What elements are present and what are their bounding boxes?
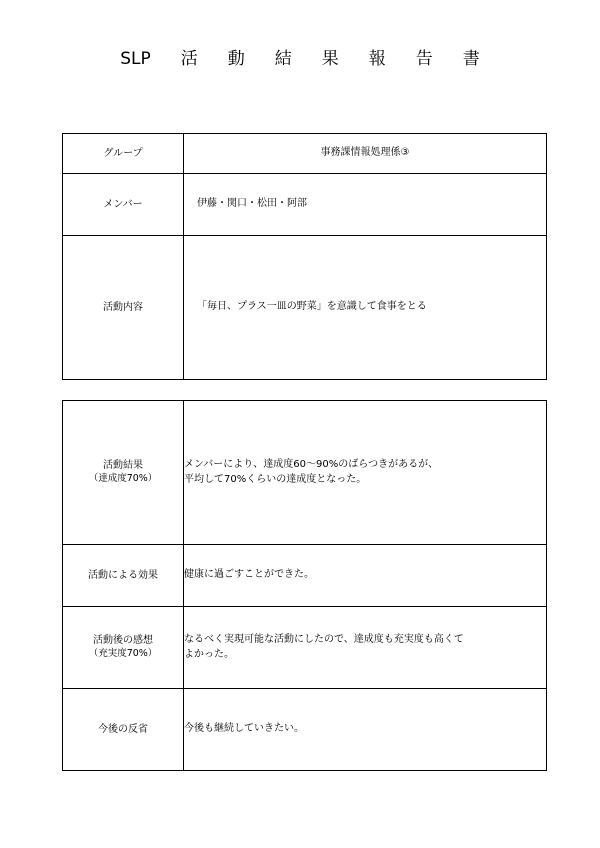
table-row — [63, 689, 547, 771]
title-char: 告 — [415, 49, 433, 69]
result-value-line2: 平均して70%くらいの達成度となった。 — [184, 473, 367, 485]
group-info-table — [62, 133, 547, 380]
title-char: 書 — [462, 49, 480, 69]
table-row — [63, 174, 547, 236]
reflection-value: 今後も継続していきたい。 — [184, 689, 547, 771]
reflection-label: 今後の反省 — [63, 689, 184, 771]
group-label: グループ — [63, 134, 184, 174]
title-char: 活 — [180, 49, 198, 69]
title-char: 果 — [321, 49, 339, 69]
result-value-line1: メンバーにより、達成度60～90%のばらつきがあるが、 — [184, 459, 439, 470]
result-label-line1: 活動結果 — [103, 460, 143, 472]
result-label-line2: （達成度70%） — [88, 472, 158, 484]
members-value: 伊藤・関口・松田・阿部 — [184, 174, 547, 236]
impression-label-line1: 活動後の感想 — [93, 635, 153, 647]
table-row — [63, 134, 547, 174]
page-title — [0, 44, 600, 69]
members-label: メンバー — [63, 174, 184, 236]
title-char: 動 — [227, 49, 245, 69]
impression-value — [184, 607, 547, 689]
title-char: 報 — [368, 49, 386, 69]
title-char: 結 — [274, 49, 292, 69]
table-row — [63, 545, 547, 607]
table-row — [63, 401, 547, 545]
impression-label-line2: （充実度70%） — [88, 647, 158, 659]
result-value — [184, 401, 547, 545]
effect-label: 活動による効果 — [63, 545, 184, 607]
group-value: 事務課情報処理係③ — [184, 134, 547, 174]
impression-value-line2: よかった。 — [184, 648, 234, 660]
table-row — [63, 236, 547, 380]
title-char: SLP — [120, 49, 151, 69]
effect-value: 健康に過ごすことができた。 — [184, 545, 547, 607]
impression-value-line1: なるべく実現可能な活動にしたので、達成度も充実度も高くて — [184, 634, 464, 645]
results-table — [62, 400, 547, 771]
activity-label: 活動内容 — [63, 236, 184, 380]
result-label — [63, 401, 184, 545]
impression-label — [63, 607, 184, 689]
activity-value: 「毎日、プラス一皿の野菜」を意識して食事をとる — [184, 236, 547, 380]
table-row — [63, 607, 547, 689]
